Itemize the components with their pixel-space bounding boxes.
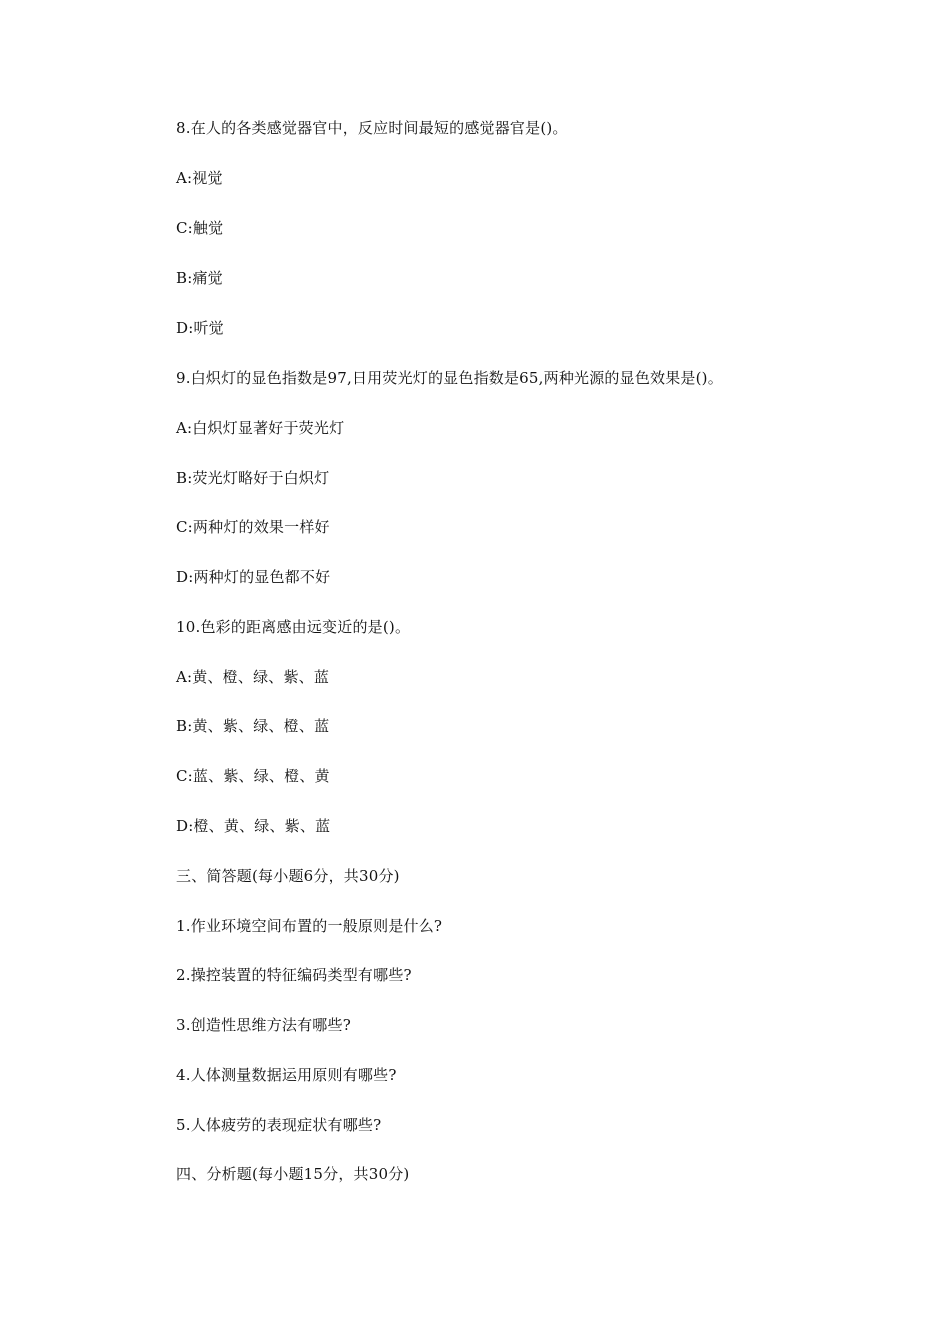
short-answer-item-4: 4.人体测量数据运用原则有哪些? [176,1066,397,1084]
short-answer-item-5: 5.人体疲劳的表现症状有哪些? [176,1116,382,1134]
question-8-option-b: B:痛觉 [176,269,223,287]
question-9-option-c: C:两种灯的效果一样好 [176,518,330,536]
section-3-heading: 三、简答题(每小题6分，共30分) [176,867,400,885]
question-10-stem: 10.色彩的距离感由远变近的是()。 [176,618,411,636]
short-answer-item-2: 2.操控装置的特征编码类型有哪些? [176,966,412,984]
question-10-option-b: B:黄、紫、绿、橙、蓝 [176,717,330,735]
question-9-option-a: A:白炽灯显著好于荧光灯 [176,419,345,437]
question-10-option-c: C:蓝、紫、绿、橙、黄 [176,767,330,785]
section-4-heading: 四、分析题(每小题15分，共30分) [176,1165,410,1183]
question-9-stem: 9.白炽灯的显色指数是97,日用荧光灯的显色指数是65,两种光源的显色效果是()。 [176,369,723,387]
question-8-stem: 8.在人的各类感觉器官中，反应时间最短的感觉器官是()。 [176,119,568,137]
short-answer-item-3: 3.创造性思维方法有哪些? [176,1016,351,1034]
question-8-option-a: A:视觉 [176,169,223,187]
question-8-option-d: D:听觉 [176,319,224,337]
question-10-option-d: D:橙、黄、绿、紫、蓝 [176,817,331,835]
question-9-option-b: B:荧光灯略好于白炽灯 [176,469,330,487]
short-answer-item-1: 1.作业环境空间布置的一般原则是什么? [176,917,443,935]
question-9-option-d: D:两种灯的显色都不好 [176,568,331,586]
question-8-option-c: C:触觉 [176,219,224,237]
question-10-option-a: A:黄、橙、绿、紫、蓝 [176,668,330,686]
